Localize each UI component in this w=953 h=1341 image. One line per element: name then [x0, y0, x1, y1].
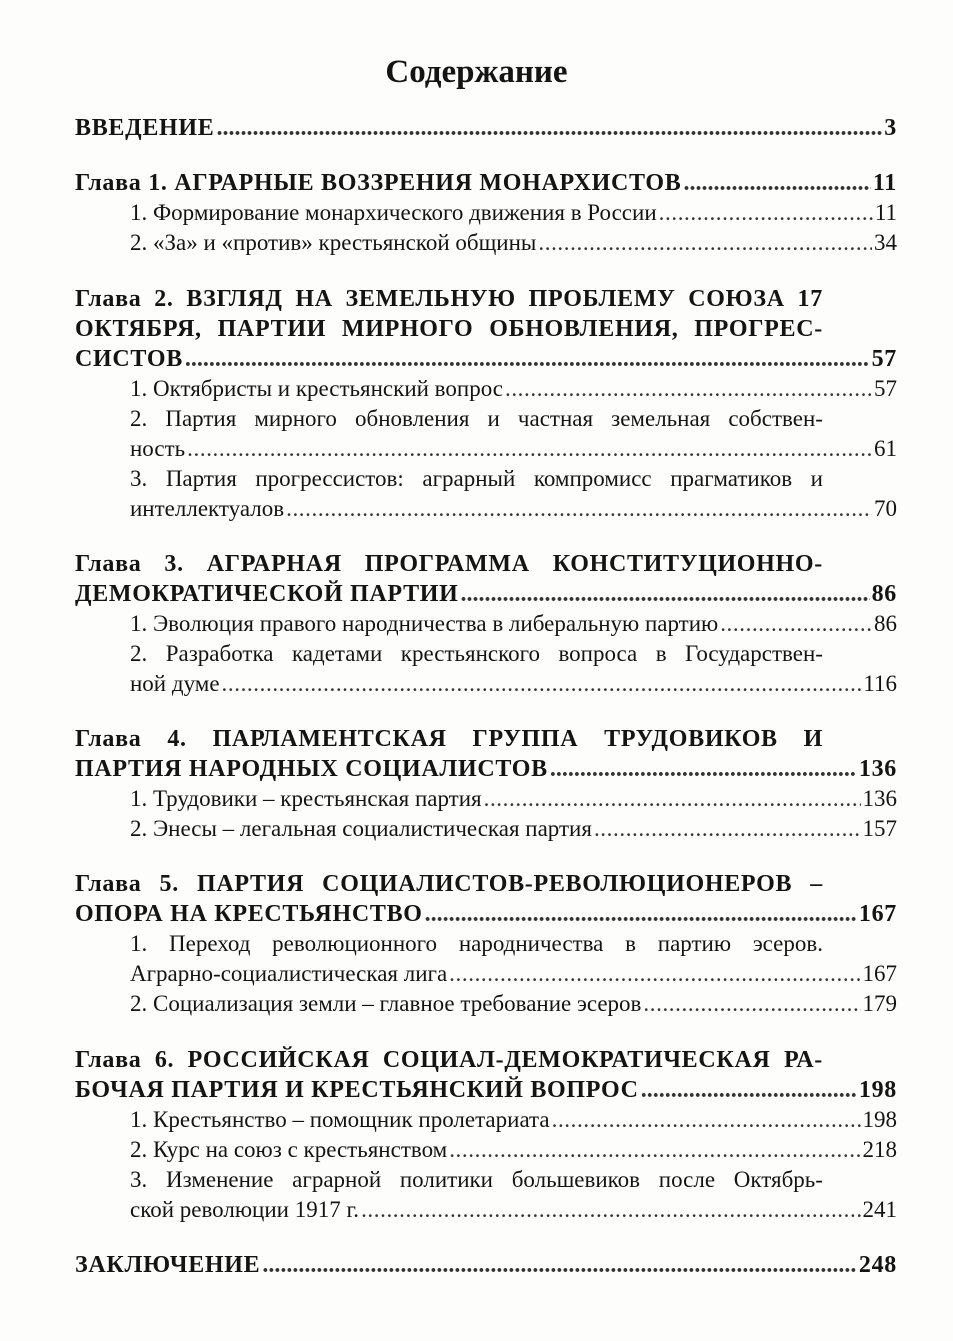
word: большевиков — [511, 1167, 641, 1192]
word: МИРНОГО — [341, 316, 474, 342]
word: ПРОБЛЕМУ — [528, 286, 676, 312]
toc-entry-label: БОЧАЯ ПАРТИЯ И КРЕСТЬЯНСКИЙ ВОПРОС — [75, 1077, 639, 1103]
toc-page-number: 136 — [858, 756, 897, 782]
toc-entry-chapter-4-line-1[interactable] — [75, 724, 823, 754]
toc-entry-label: 1. Эволюция правого народничества в либеральную партию — [130, 611, 719, 636]
toc-page-number: 86 — [874, 611, 897, 636]
toc-page-number: 218 — [862, 1137, 897, 1162]
toc-page-number: 198 — [862, 1107, 897, 1132]
page-title: Содержание — [385, 54, 568, 90]
leader-dots — [449, 959, 860, 989]
word: вопроса — [558, 641, 638, 666]
toc-entry-chapter-2-line-2[interactable] — [75, 314, 823, 344]
word: 4. — [167, 726, 187, 752]
word: 1. — [130, 931, 148, 956]
leader-dots — [550, 754, 857, 784]
toc-entry-label: Аграрно-социалистическая лига — [130, 961, 448, 986]
toc-entry-section-5-2[interactable] — [130, 989, 897, 1019]
word: прагматиков — [670, 466, 793, 491]
word: ПРОГРАММА — [364, 551, 530, 577]
word: Государствен- — [685, 641, 823, 666]
toc-entry-label: ной думе — [130, 671, 220, 696]
toc-entry-section-2-2-line-1[interactable] — [130, 404, 823, 434]
leader-dots — [262, 1250, 857, 1280]
toc-entry-section-2-3[interactable] — [130, 494, 897, 524]
toc-page-number: 116 — [863, 671, 897, 696]
word: 6. — [154, 1047, 175, 1073]
word: революционного — [272, 931, 438, 956]
toc-page-number: 57 — [871, 346, 897, 372]
word: ГРУППА — [472, 726, 579, 752]
leader-dots — [659, 198, 873, 228]
word: КОНСТИТУЦИОННО- — [552, 551, 823, 577]
word: прогрессистов: — [255, 466, 404, 491]
toc-page-number: 3 — [884, 115, 897, 141]
toc-entry-intro[interactable] — [75, 113, 897, 143]
word: компромисс — [533, 466, 652, 491]
word: 3. — [130, 1167, 148, 1192]
word: ВЗГЛЯД — [186, 286, 283, 312]
leader-dots — [361, 1195, 860, 1225]
toc-entry-label: СИСТОВ — [75, 346, 183, 372]
word: 3. — [130, 466, 148, 491]
leader-dots — [552, 1105, 861, 1135]
toc-entry-label: интеллектуалов — [130, 496, 285, 521]
leader-dots — [222, 669, 862, 699]
toc-page-number: 198 — [858, 1077, 897, 1103]
toc-entry-label: 1. Формирование монархического движения в России — [130, 200, 657, 225]
leader-dots — [425, 899, 857, 929]
toc-page-number: 157 — [862, 816, 897, 841]
leader-dots — [461, 579, 870, 609]
word: Партия — [165, 466, 237, 491]
toc-entry-section-6-3-line-1[interactable] — [130, 1165, 823, 1195]
toc-entry-chapter-2[interactable] — [75, 344, 897, 374]
word: Глава — [75, 726, 142, 752]
toc-page-number: 136 — [862, 786, 897, 811]
toc-entry-section-3-1[interactable] — [130, 609, 897, 639]
word: обновления — [355, 406, 470, 431]
toc-entry-section-2-3-line-1[interactable] — [130, 464, 823, 494]
toc-entry-chapter-6-line-1[interactable] — [75, 1045, 823, 1075]
toc-entry-section-6-3[interactable] — [130, 1195, 897, 1225]
word: 3. — [164, 551, 184, 577]
toc-entry-section-5-1[interactable] — [130, 959, 897, 989]
toc-entry-conclusion[interactable] — [75, 1250, 897, 1280]
word: Глава — [75, 1047, 142, 1073]
word: Партия — [165, 406, 237, 431]
toc-entry-label: 1. Крестьянство – помощник пролетариата — [130, 1107, 550, 1132]
toc-entry-section-5-1-line-1[interactable] — [130, 929, 823, 959]
word: эсеров. — [752, 931, 823, 956]
toc-entry-chapter-1[interactable] — [75, 168, 897, 198]
toc-entry-chapter-6[interactable] — [75, 1075, 897, 1105]
word: политики — [399, 1167, 493, 1192]
toc-page-number: 248 — [858, 1252, 897, 1278]
leader-dots — [187, 434, 872, 464]
word: 2. — [154, 286, 174, 312]
word: ПАРЛАМЕНТСКАЯ — [212, 726, 447, 752]
word: собствен- — [728, 406, 823, 431]
word: Октябрь- — [733, 1167, 823, 1192]
word: 17 — [797, 286, 823, 312]
word: Изменение — [165, 1167, 274, 1192]
word: крестьянского — [400, 641, 540, 666]
word: И — [803, 726, 823, 752]
toc-page-number: 61 — [874, 436, 897, 461]
word: Переход — [169, 931, 251, 956]
leader-dots — [720, 609, 872, 639]
word: Глава — [75, 551, 142, 577]
toc-entry-section-3-2[interactable] — [130, 669, 897, 699]
word: в — [625, 931, 637, 956]
word: СОЦИАЛ-ДЕМОКРАТИЧЕСКАЯ — [382, 1047, 771, 1073]
word: 2. — [130, 641, 148, 666]
toc-entry-label: 2. «За» и «против» крестьянской общины — [130, 230, 537, 255]
word: СОЮЗА — [688, 286, 785, 312]
toc-entry-section-4-2[interactable] — [130, 814, 897, 844]
toc-entry-label: 1. Октябристы и крестьянский вопрос — [130, 376, 503, 401]
toc-entry-section-1-1[interactable] — [130, 198, 897, 228]
word: мирного — [254, 406, 337, 431]
toc-page-number: 179 — [862, 991, 897, 1016]
toc-entry-section-2-2[interactable] — [130, 434, 897, 464]
word: СОЦИАЛИСТОВ-РЕВОЛЮЦИОНЕРОВ — [322, 871, 793, 897]
leader-dots — [484, 784, 861, 814]
toc-entry-section-1-2[interactable] — [130, 228, 897, 258]
toc-page-number: 241 — [862, 1197, 897, 1222]
leader-dots — [594, 814, 861, 844]
word: ПАРТИЯ — [196, 871, 305, 897]
word: 2. — [130, 406, 148, 431]
toc-entry-label: ДЕМОКРАТИЧЕСКОЙ ПАРТИИ — [75, 581, 459, 607]
toc-entry-label: 2. Курс на союз с крестьянством — [130, 1137, 448, 1162]
word: Глава — [75, 286, 142, 312]
toc-entry-chapter-4[interactable] — [75, 754, 897, 784]
toc-entry-label: 1. Трудовики – крестьянская партия — [130, 786, 482, 811]
toc-entry-label: 2. Социализация земли – главное требование эсеров — [130, 991, 642, 1016]
toc-entry-section-4-1[interactable] — [130, 784, 897, 814]
toc-page-number: 167 — [858, 901, 897, 927]
word: ПАРТИИ — [217, 316, 327, 342]
leader-dots — [538, 228, 872, 258]
word: НА — [295, 286, 333, 312]
word: кадетами — [291, 641, 383, 666]
word: и — [810, 466, 823, 491]
word: – — [810, 871, 823, 897]
word: РОССИЙСКАЯ — [187, 1047, 370, 1073]
toc-entry-label: ской революции 1917 г. — [130, 1197, 360, 1222]
word: ЗЕМЕЛЬНУЮ — [345, 286, 516, 312]
word: 5. — [159, 871, 179, 897]
leader-dots — [643, 989, 860, 1019]
toc-entry-label: ВВЕДЕНИЕ — [75, 115, 215, 141]
word: в — [655, 641, 667, 666]
toc-entry-chapter-5-line-1[interactable] — [75, 869, 823, 899]
toc-page-number: 86 — [871, 581, 897, 607]
word: ОБНОВЛЕНИЯ, — [489, 316, 679, 342]
leader-dots — [185, 344, 870, 374]
toc-entry-chapter-3-line-1[interactable] — [75, 549, 823, 579]
word: Глава — [75, 871, 142, 897]
word: Разработка — [165, 641, 274, 666]
word: АГРАРНАЯ — [206, 551, 342, 577]
word: РА- — [783, 1047, 823, 1073]
leader-dots — [286, 494, 872, 524]
word: после — [658, 1167, 716, 1192]
toc-entry-section-3-2-line-1[interactable] — [130, 639, 823, 669]
word: ПРОГРЕС- — [694, 316, 823, 342]
word: и — [487, 406, 500, 431]
leader-dots — [217, 113, 883, 143]
toc-page-number: 34 — [874, 230, 897, 255]
toc-page-number: 57 — [874, 376, 897, 401]
toc-entry-label: ность — [130, 436, 186, 461]
toc-entry-label: 2. Энесы – легальная социалистическая партия — [130, 816, 592, 841]
word: аграрной — [292, 1167, 382, 1192]
toc-entry-section-6-1[interactable] — [130, 1105, 897, 1135]
word: народничества — [458, 931, 604, 956]
toc-entry-label: ОПОРА НА КРЕСТЬЯНСТВО — [75, 901, 423, 927]
word: земельная — [611, 406, 711, 431]
toc-entry-section-2-1[interactable] — [130, 374, 897, 404]
word: аграрный — [422, 466, 516, 491]
toc-page-number: 70 — [874, 496, 897, 521]
leader-dots — [641, 1075, 857, 1105]
toc-entry-chapter-2-line-1[interactable] — [75, 284, 823, 314]
word: ТРУДОВИКОВ — [604, 726, 778, 752]
leader-dots — [449, 1135, 860, 1165]
word: частная — [517, 406, 594, 431]
word: партию — [657, 931, 732, 956]
toc-entry-chapter-5[interactable] — [75, 899, 897, 929]
toc-page-number: 11 — [874, 200, 897, 225]
toc-entry-label: ЗАКЛЮЧЕНИЕ — [75, 1252, 261, 1278]
toc-entry-label: ПАРТИЯ НАРОДНЫХ СОЦИАЛИСТОВ — [75, 756, 548, 782]
word: ОКТЯБРЯ, — [75, 316, 202, 342]
toc-entry-chapter-3[interactable] — [75, 579, 897, 609]
toc-page-number: 11 — [872, 170, 897, 196]
leader-dots — [683, 168, 870, 198]
toc-entry-section-6-2[interactable] — [130, 1135, 897, 1165]
toc-entry-label: Глава 1. АГРАРНЫЕ ВОЗЗРЕНИЯ МОНАРХИСТОВ — [75, 170, 682, 196]
toc-page-number: 167 — [862, 961, 897, 986]
leader-dots — [505, 374, 872, 404]
